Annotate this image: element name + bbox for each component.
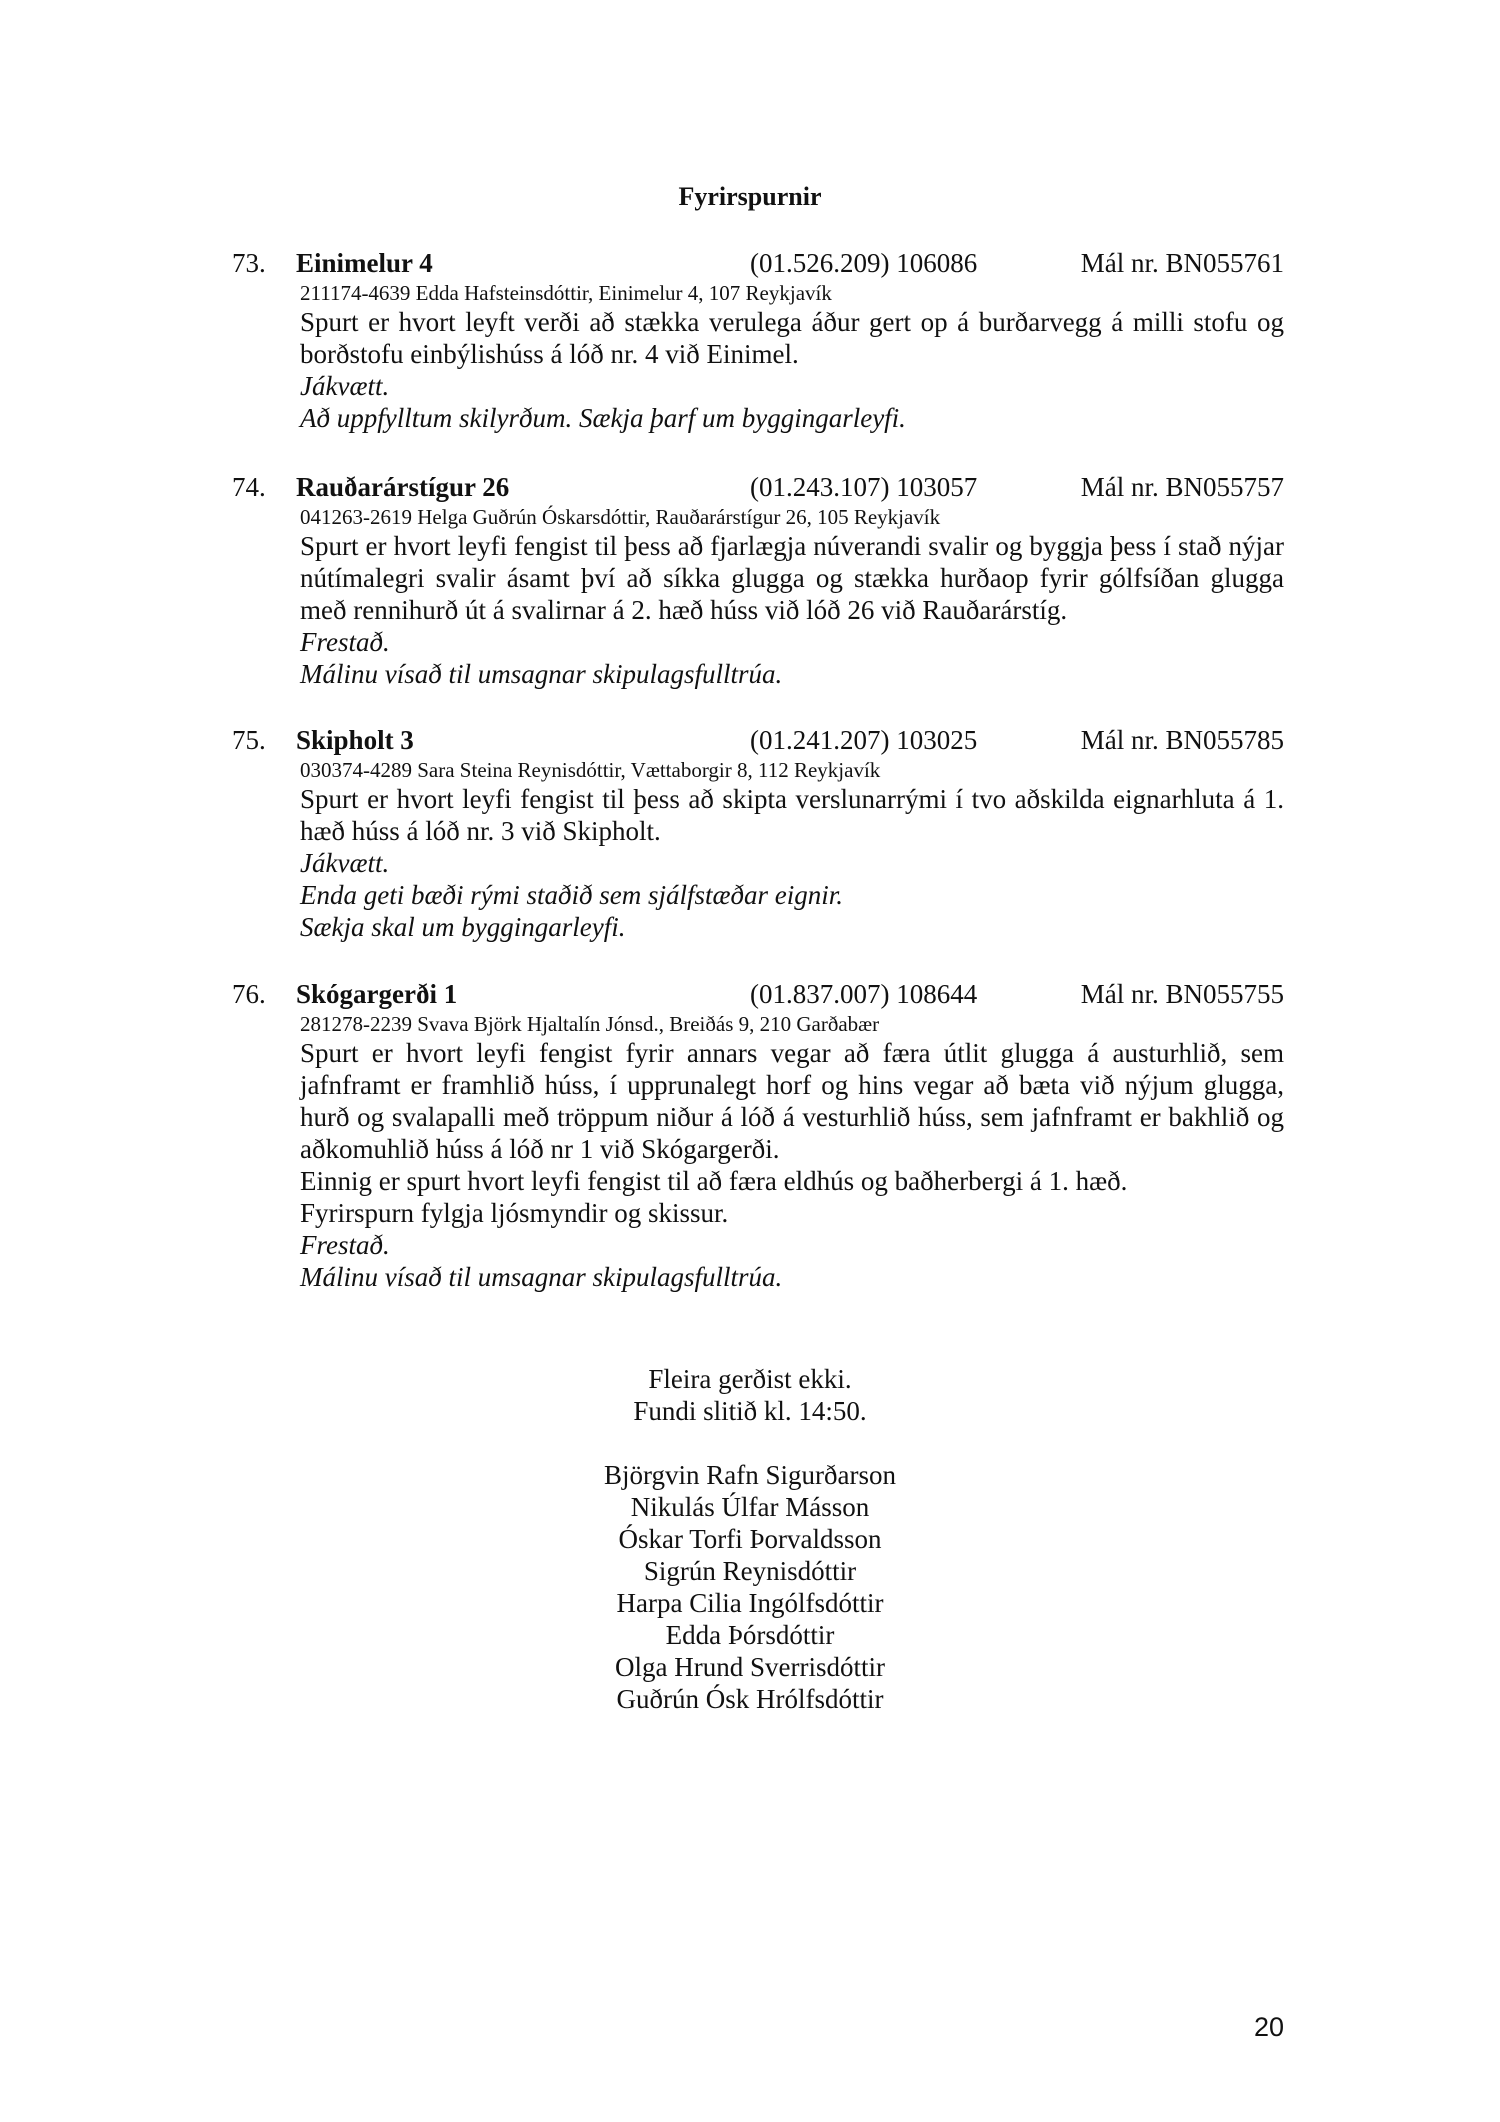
decision: Frestað. [300,1230,390,1260]
entry-number: 73. [232,248,266,278]
description: Spurt er hvort leyft verði að stækka verulega áður gert op á burðarvegg á milli stofu og borðstofu einbýlishúss á lóð nr. 4 við Einimel. [300,307,1284,369]
section-heading: Fyrirspurnir [678,182,822,211]
decision: Jákvætt. [300,848,390,878]
case-entry [232,470,1284,690]
entry-reference: (01.837.007) 108644 [750,979,978,1009]
case-number: Mál nr. BN055755 [1080,979,1284,1009]
decision: Málinu vísað til umsagnar skipulagsfulltrúa. [300,659,783,689]
decision: Að uppfylltum skilyrðum. Sækja þarf um byggingarleyfi. [300,403,906,433]
description: Einnig er spurt hvort leyfi fengist til að færa eldhús og baðherbergi á 1. hæð. [300,1166,1128,1196]
case-entry [232,723,1284,943]
decision: Jákvætt. [300,371,390,401]
signatory-list [0,1459,1500,1715]
signatory: Óskar Torfi Þorvaldsson [618,1524,882,1554]
signatory: Nikulás Úlfar Másson [630,1492,870,1522]
signatory: Edda Þórsdóttir [665,1620,835,1650]
signatory: Olga Hrund Sverrisdóttir [615,1652,885,1682]
entry-body [300,306,1284,434]
entry-header [232,977,1284,1011]
description: Spurt er hvort leyfi fengist til þess að skipta verslunarrými í tvo aðskilda eignarhluta á 1. hæð húss á lóð nr. 3 við Skipholt. [300,784,1284,846]
decision: Enda geti bæði rými staðið sem sjálfstæðar eignir. [300,880,844,910]
signatory: Björgvin Rafn Sigurðarson [604,1460,896,1490]
description: Spurt er hvort leyfi fengist til þess að fjarlægja núverandi svalir og byggja þess í stað nýjar nútímalegri svalir ásamt því að síkka glugga og stækka hurðaop fyrir gólfsíðan glugga með rennihurð út á svalirnar á 2. hæð húss við lóð 26 við Rauðarárstíg. [300,531,1284,625]
entry-number: 74. [232,472,266,502]
signatory: Harpa Cilia Ingólfsdóttir [616,1588,884,1618]
entry-reference: (01.241.207) 103025 [750,725,978,755]
entry-header [232,246,1284,280]
signatory: Guðrún Ósk Hrólfsdóttir [616,1684,884,1714]
description: Fyrirspurn fylgja ljósmyndir og skissur. [300,1198,729,1228]
case-number: Mál nr. BN055785 [1080,725,1284,755]
case-entry [232,246,1284,434]
signatory: Sigrún Reynisdóttir [643,1556,857,1586]
description: Spurt er hvort leyfi fengist fyrir annars vegar að færa útlit glugga á austurhlið, sem jafnframt er framhlið húss, í upprunalegt horf og hins vegar að bæta við nýjum glugga, hurð og svalapalli með tröppum niður á lóð á vesturhlið húss, sem jafnframt er bakhlið og aðkomuhlið húss á lóð nr 1 við Skógargerði. [300,1038,1284,1164]
applicant: 030374-4289 Sara Steina Reynisdóttir, Vættaborgir 8, 112 Reykjavík [300,758,881,782]
case-entry [232,977,1284,1293]
closing-line: Fleira gerðist ekki. [648,1364,852,1394]
decision: Sækja skal um byggingarleyfi. [300,912,626,942]
entry-body [300,530,1284,690]
entry-title: Einimelur 4 [296,248,433,278]
closing-remarks [0,1363,1500,1427]
entry-title: Rauðarárstígur 26 [296,472,510,502]
entry-reference: (01.243.107) 103057 [750,472,978,502]
case-number: Mál nr. BN055761 [1080,248,1284,278]
entry-title: Skipholt 3 [296,725,414,755]
closing-line: Fundi slitið kl. 14:50. [633,1396,867,1426]
entry-header [232,470,1284,504]
entry-body [300,783,1284,943]
applicant: 041263-2619 Helga Guðrún Óskarsdóttir, Rauðarárstígur 26, 105 Reykjavík [300,505,941,529]
applicant: 211174-4639 Edda Hafsteinsdóttir, Einimelur 4, 107 Reykjavík [300,281,832,305]
entry-header [232,723,1284,757]
entry-number: 75. [232,725,266,755]
case-number: Mál nr. BN055757 [1080,472,1284,502]
decision: Frestað. [300,627,390,657]
page-number: 20 [1253,2012,1284,2042]
entry-body [300,1037,1284,1293]
decision: Málinu vísað til umsagnar skipulagsfulltrúa. [300,1262,783,1292]
entry-title: Skógargerði 1 [296,979,458,1009]
applicant: 281278-2239 Svava Björk Hjaltalín Jónsd., Breiðás 9, 210 Garðabær [300,1012,880,1036]
entry-reference: (01.526.209) 106086 [750,248,978,278]
entry-number: 76. [232,979,266,1009]
